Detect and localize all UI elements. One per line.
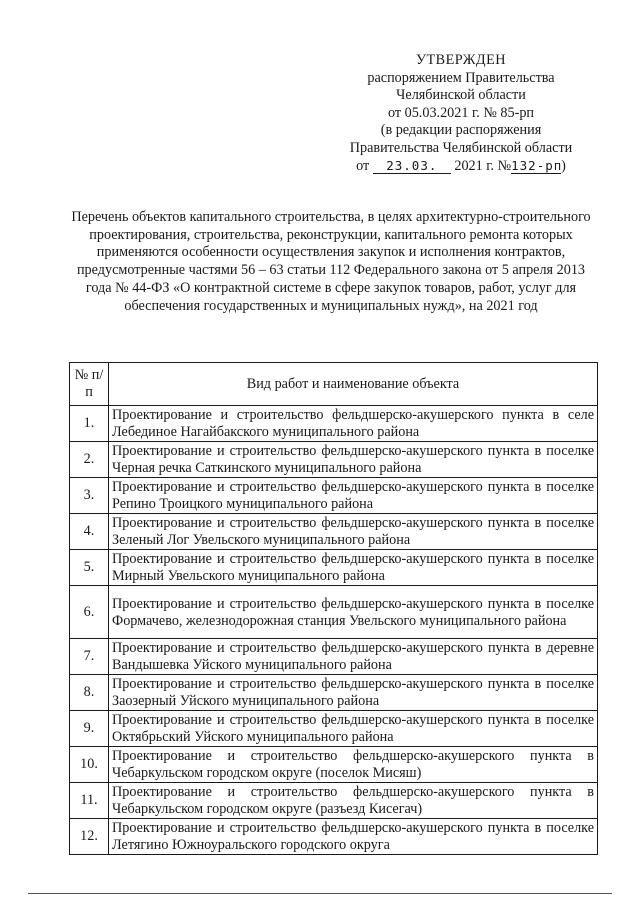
closing-paren: ): [561, 157, 566, 174]
row-description: Проектирование и строительство фельдшерско-акушерского пункта в поселке Зеленый Лог Увельского муниципального района: [109, 514, 598, 550]
row-number: 5.: [70, 550, 109, 586]
works-table: [69, 362, 598, 855]
row-description: Проектирование и строительство фельдшерско-акушерского пункта в Чебаркульском городском округе (разъезд Кисегач): [109, 783, 598, 819]
row-description: Проектирование и строительство фельдшерско-акушерского пункта в поселке Мирный Увельского муниципального района: [109, 550, 598, 586]
approval-line-5: Правительства Челябинской области: [349, 139, 573, 156]
header-num: [70, 363, 109, 406]
row-number: 1.: [70, 406, 109, 442]
approval-title: УТВЕРЖДЕН: [415, 52, 507, 68]
approval-line-1: распоряжением Правительства: [367, 69, 555, 86]
table-row: [70, 586, 598, 639]
approval-line-2: Челябинской области: [396, 87, 526, 104]
table-body: [70, 406, 598, 855]
row-description: Проектирование и строительство фельдшерско-акушерского пункта в деревне Вандышевка Уйского муниципального района: [109, 639, 598, 675]
header-name: Вид работ и наименование объекта: [109, 363, 598, 406]
table-row: [70, 406, 598, 442]
approval-line-3: от 05.03.2021 г. № 85-рп: [387, 104, 535, 121]
document-heading: Перечень объектов капитального строительства, в целях архитектурно-строительного проектирования, строительства, реконструкции, капитального ремонта которых применяются особенности осуществления закупок и исполнения контрактов, предусмотренные частями 56 – 63 статьи 112 Федерального закона от 5 апреля 2013 года № 44-ФЗ «О контрактной системе в сфере закупок товаров, работ, услуг для обеспечения государственных и муниципальных нужд», на 2021 год: [71, 209, 591, 314]
handwritten-date: 23.03.: [373, 158, 451, 174]
row-number: 2.: [70, 442, 109, 478]
handwritten-number: 132-рп: [511, 157, 563, 173]
row-description: Проектирование и строительство фельдшерско-акушерского пункта в поселке Формачево, железнодорожная станция Увельского муниципального района: [109, 586, 598, 639]
table-row: [70, 819, 598, 855]
header-num-label: № п/п: [74, 367, 104, 400]
approval-line-4: (в редакции распоряжения: [380, 122, 542, 139]
row-description: Проектирование и строительство фельдшерско-акушерского пункта в селе Лебединое Нагайбакского муниципального района: [109, 406, 598, 442]
row-number: 10.: [70, 747, 109, 783]
table-row: [70, 550, 598, 586]
row-description: Проектирование и строительство фельдшерско-акушерского пункта в поселке Заозерный Уйского муниципального района: [109, 675, 598, 711]
row-description: Проектирование и строительство фельдшерско-акушерского пункта в поселке Черная речка Саткинского муниципального района: [109, 442, 598, 478]
row-number: 3.: [70, 478, 109, 514]
row-number: 9.: [70, 711, 109, 747]
table-header-row: [70, 363, 598, 406]
row-number: 6.: [70, 586, 109, 639]
bottom-rule: [28, 893, 612, 894]
row-number: 12.: [70, 819, 109, 855]
date-prefix: от: [356, 157, 370, 174]
table-row: [70, 783, 598, 819]
approval-block: [330, 52, 592, 175]
approval-date-line: [330, 158, 592, 176]
table-row: [70, 711, 598, 747]
row-number: 4.: [70, 514, 109, 550]
row-description: Проектирование и строительство фельдшерско-акушерского пункта в поселке Октябрьский Уйского муниципального района: [109, 711, 598, 747]
row-number: 7.: [70, 639, 109, 675]
row-description: Проектирование и строительство фельдшерско-акушерского пункта в поселке Летягино Южноуральского городского округа: [109, 819, 598, 855]
row-number: 8.: [70, 675, 109, 711]
year-text: 2021 г. №: [454, 157, 512, 174]
table-row: [70, 514, 598, 550]
row-number: 11.: [70, 783, 109, 819]
table-row: [70, 747, 598, 783]
row-description: Проектирование и строительство фельдшерско-акушерского пункта в поселке Репино Троицкого муниципального района: [109, 478, 598, 514]
table-row: [70, 442, 598, 478]
row-description: Проектирование и строительство фельдшерско-акушерского пункта в Чебаркульском городском округе (поселок Мисяш): [109, 747, 598, 783]
table-row: [70, 639, 598, 675]
table-row: [70, 478, 598, 514]
table-row: [70, 675, 598, 711]
